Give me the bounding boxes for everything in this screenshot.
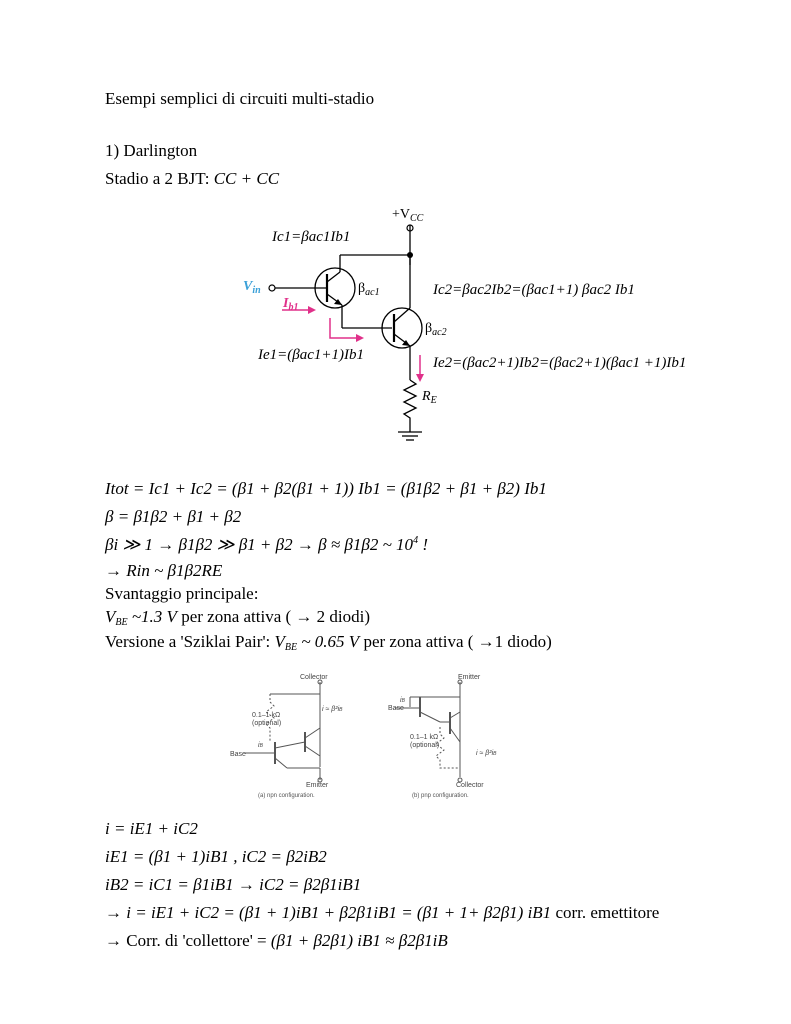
eq-approx: βi ≫ 1 → β1β2 ≫ β1 + β2 → β ≈ β1β2 ~ $10^4$ ! [105, 535, 428, 554]
npn-ib: iB [258, 742, 263, 749]
eq-i-total: i = iE1 + iC2 [105, 819, 198, 838]
stage-line [105, 170, 279, 187]
npn-emitter: Emitter [306, 782, 329, 789]
pnp-base: Base [388, 705, 404, 712]
stage-config: CC + CC [213, 169, 280, 188]
pnp-collector: Collector [456, 782, 484, 789]
npn-collector: Collector [300, 674, 328, 681]
eq-collector-current: → Corr. di 'collettore' = (β1 + β2β1) iB1 ≈ β2β1iB [105, 931, 448, 950]
pnp-emitter: Emitter [458, 674, 481, 681]
npn-base: Base [230, 751, 246, 758]
eq-ib2: iB2 = iC1 = β1iB1 → iC2 = β2β1iB1 [105, 875, 362, 894]
pnp-caption: (b) pnp configuration. [412, 793, 469, 799]
svantaggio: Svantaggio principale: [105, 584, 259, 603]
eq-emitter-current: → i = iE1 + iC2 = (β1 + 1)iB1 + β2β1iB1 = (β1 + 1+ β2β1) iB1 corr. emettitore [105, 903, 660, 922]
stage-text: Stadio a 2 BJT: [105, 169, 210, 188]
ie1-equation: Ie1=(βac1+1)Ib1 [258, 347, 365, 363]
npn-caption: (a) npn configuration. [258, 793, 315, 799]
eq-beta: β = β1β2 + β1 + β2 [105, 507, 242, 526]
eq-itot: Itot = Ic1 + Ic2 = (β1 + β2(β1 + 1)) Ib1 = (β1β2 + β1 + β2) Ib1 [105, 479, 547, 498]
ic2-equation: Ic2=βac2Ib2=(βac1+1) βac2 Ib1 [433, 282, 635, 298]
vin-label: $V_{in}$ [243, 279, 261, 296]
ic1-equation: Ic1=βac1Ib1 [272, 229, 351, 245]
pnp-i: i ≈ β²iB [476, 750, 497, 757]
pnp-res: 0.1–1 kΩ [410, 734, 439, 741]
ie2-equation: Ie2=(βac2+1)Ib2=(βac2+1)(βac1 +1)Ib1 [433, 355, 687, 371]
vbe-line-1: $V_{BE}$ ~1.3 V per zona attiva ( → 2 diodi) [105, 607, 371, 628]
vcc-label: $+V_{CC}$ [392, 207, 424, 224]
ib1-label: $I_{b1}$ [283, 296, 299, 313]
pnp-opt: (optional) [410, 742, 440, 749]
eq-rin: → Rin ~ β1β2RE [105, 561, 223, 580]
npn-opt: (optional) [252, 720, 282, 727]
beta1-label: $\beta_{ac1}$ [358, 281, 380, 298]
npn-i: i ≈ β²iB [322, 706, 343, 713]
eq-ie1-ic2: iE1 = (β1 + 1)iB1 , iC2 = β2iB2 [105, 847, 327, 866]
page-title: Esempi semplici di circuiti multi-stadio [105, 89, 375, 108]
section-heading: 1) Darlington [105, 141, 198, 160]
npn-res: 0.1–1 kΩ [252, 712, 281, 719]
beta2-label: $\beta_{ac2}$ [425, 321, 447, 338]
pnp-ib: iB [400, 697, 405, 704]
re-label: $R_E$ [422, 389, 437, 406]
vbe-line-2: Versione a 'Sziklai Pair': $V_{BE}$ ~ 0.65 V per zona attiva ( →1 diodo) [105, 632, 552, 653]
